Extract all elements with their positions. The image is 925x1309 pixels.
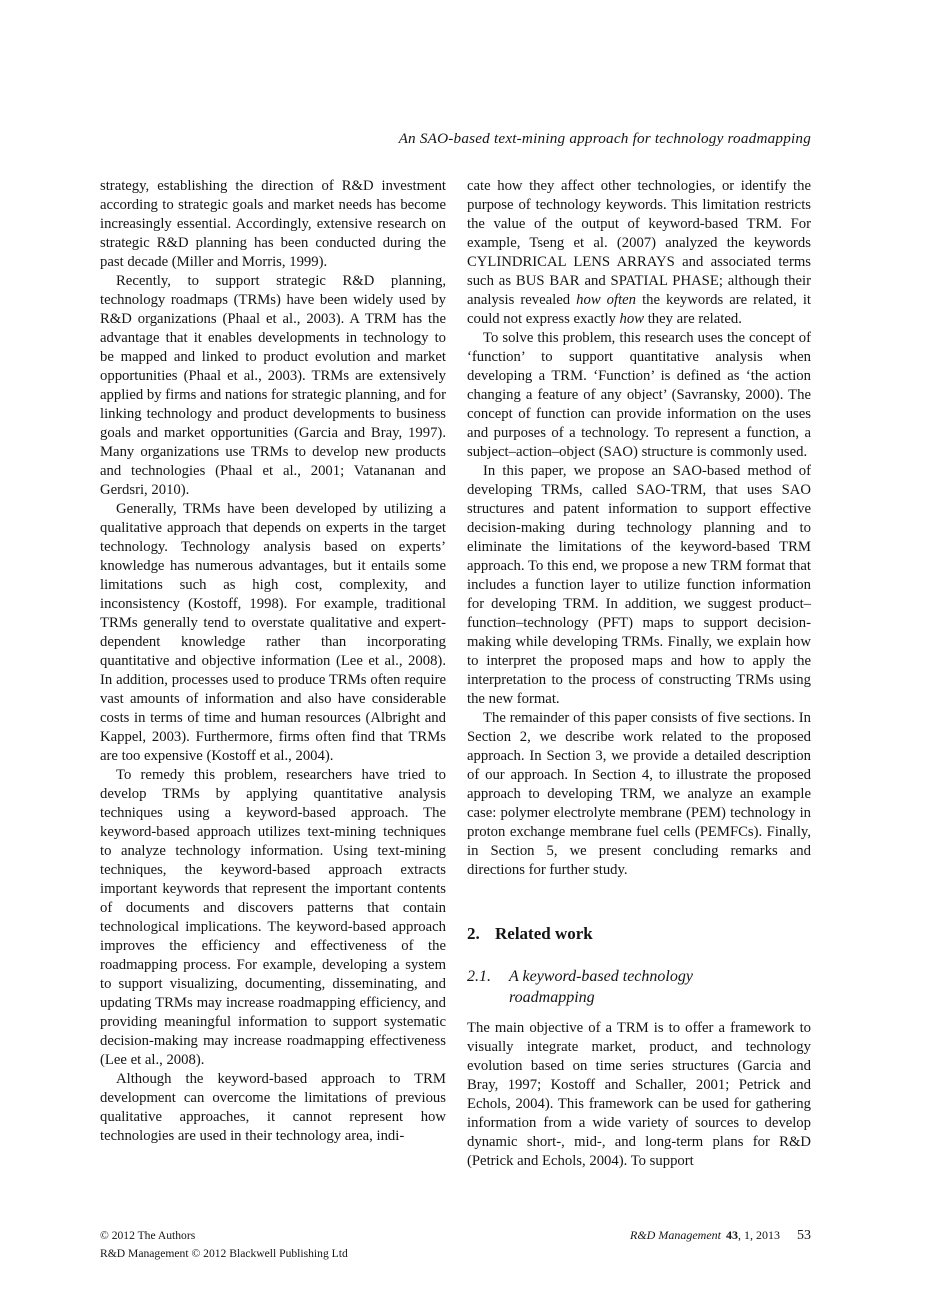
journal-name: R&D Management: [630, 1228, 721, 1242]
subsection-title: [509, 967, 693, 1008]
paragraph-continuation: strategy, establishing the direction of R&D investment according to strategic goals and market needs has become increasingly essential. Accordingly, extensive research on strategic R&D planning has been conducted during the past decade (Miller and Morris, 1999).: [100, 178, 446, 270]
right-column: [467, 177, 811, 1171]
subsection-heading: [467, 967, 811, 1008]
paragraph-text: cate how they affect other technologies, or identify the purpose of technology keywords. This limitation restricts the value of the output of keyword-based TRM. For example, Tseng et al. (2007) analyzed the keywords CYLINDRICAL LENS ARRAYS and associated terms such as BUS BAR and SPATIAL PHASE; although their analysis revealed: [467, 178, 811, 308]
paragraph: The remainder of this paper consists of five sections. In Section 2, we describe work related to the proposed approach. In Section 3, we provide a detailed description of our approach. In Section 4, to illustrate the proposed approach to developing TRM, we analyze an example case: polymer electrolyte membrane (PEM) technology in proton exchange membrane fuel cells (PEMFCs). Finally, in Section 5, we present concluding remarks and directions for further study.: [467, 710, 811, 878]
subsection-title-line1: A keyword-based technology: [509, 968, 693, 985]
running-head: An SAO-based text-mining approach for technology roadmapping: [398, 130, 811, 147]
copyright-notice: [100, 1227, 348, 1262]
section-title: Related work: [495, 924, 593, 943]
issue-year: , 1, 2013: [738, 1228, 780, 1242]
subsection-number: 2.1.: [467, 968, 491, 985]
paragraph: The main objective of a TRM is to offer a framework to visually integrate market, product, and technology evolution based on time series structures (Garcia and Bray, 1997; Kostoff and Schaller, 2001; Petrick and Echols, 2004). This framework can be used for gathering information from a wide variety of sources to develop dynamic short-, mid-, and long-term plans for R&D (Petrick and Echols, 2004). To support: [467, 1020, 811, 1169]
volume-number: 43: [726, 1228, 738, 1242]
paragraph: Although the keyword-based approach to TRM development can overcome the limitations of previous qualitative approaches, it cannot represent how technologies are used in their technology area, indi-: [100, 1071, 446, 1144]
paragraph: To remedy this problem, researchers have tried to develop TRMs by applying quantitative analysis techniques using a keyword-based approach. The keyword-based approach utilizes text-mining techniques to analyze technology information. Using text-mining techniques, the keyword-based approach extracts important keywords that represent the important contents of documents and discovers patterns that contain technological implications. The keyword-based approach improves the efficiency and effectiveness of the roadmapping process. For example, developing a system to support visualizing, documenting, disseminating, and updating TRMs may increase roadmapping efficiency, and providing meaningful information to support systematic decision-making may increase roadmapping effectiveness (Lee et al., 2008).: [100, 767, 446, 1068]
subsection-title-line2: roadmapping: [509, 988, 595, 1006]
left-column: [100, 177, 446, 1146]
paragraph: Recently, to support strategic R&D planning, technology roadmaps (TRMs) have been widely used by R&D organizations (Phaal et al., 2003). A TRM has the advantage that it enables developments in technology to be mapped and linked to product evolution and market opportunities (Phaal et al., 2003). TRMs are extensively applied by firms and nations for strategic planning, and for linking technology and product developments to business goals and market opportunities (Garcia and Bray, 1997). Many organizations use TRMs to develop new products and technologies (Phaal et al., 2001; Vatananan and Gerdsri, 2010).: [100, 273, 446, 498]
paragraph-text: they are related.: [644, 311, 742, 327]
emphasized-text: how: [619, 311, 645, 327]
section-number: 2.: [467, 924, 480, 943]
emphasized-text: how often: [576, 292, 637, 308]
journal-citation: [467, 1227, 811, 1245]
copyright-line: © 2012 The Authors: [100, 1229, 196, 1242]
copyright-line: R&D Management © 2012 Blackwell Publishing Ltd: [100, 1246, 348, 1260]
paragraph: In this paper, we propose an SAO-based method of developing TRMs, called SAO-TRM, that uses SAO structures and patent information to support effective decision-making during technology planning and to eliminate the limitations of the keyword-based TRM approach. To this end, we propose a new TRM format that includes a function layer to utilize function information for developing TRM. In addition, we suggest product–function–technology (PFT) maps to support decision-making while developing TRMs. Finally, we explain how to interpret the proposed maps and how to apply the interpretation to the process of constructing TRMs using the new format.: [467, 463, 811, 707]
paragraph-continuation: [467, 177, 811, 329]
paragraph-text: the keywords are related, it could not express exactly: [467, 292, 811, 327]
paragraph: Generally, TRMs have been developed by utilizing a qualitative approach that depends on experts in the target technology. Technology analysis based on experts’ knowledge has numerous advantages, but it entails some limitations such as high cost, complexity, and inconsistency (Kostoff, 1998). For example, traditional TRMs generally tend to overstate qualitative and expert-dependent knowledge rather than incorporating quantitative and objective information (Lee et al., 2008). In addition, processes used to produce TRMs often require vast amounts of information and also have considerable costs in terms of time and human resources (Albright and Kappel, 2003). Furthermore, firms often find that TRMs are too expensive (Kostoff et al., 2004).: [100, 501, 446, 764]
section-heading: [467, 923, 811, 944]
page-number: 53: [797, 1228, 811, 1243]
paragraph: To solve this problem, this research uses the concept of ‘function’ to support quantitative analysis when developing a TRM. ‘Function’ is defined as ‘the action changing a feature of any object’ (Savransky, 2000). The concept of function can provide information on the uses and purposes of a technology. To represent a function, a subject–action–object (SAO) structure is commonly used.: [467, 330, 811, 460]
